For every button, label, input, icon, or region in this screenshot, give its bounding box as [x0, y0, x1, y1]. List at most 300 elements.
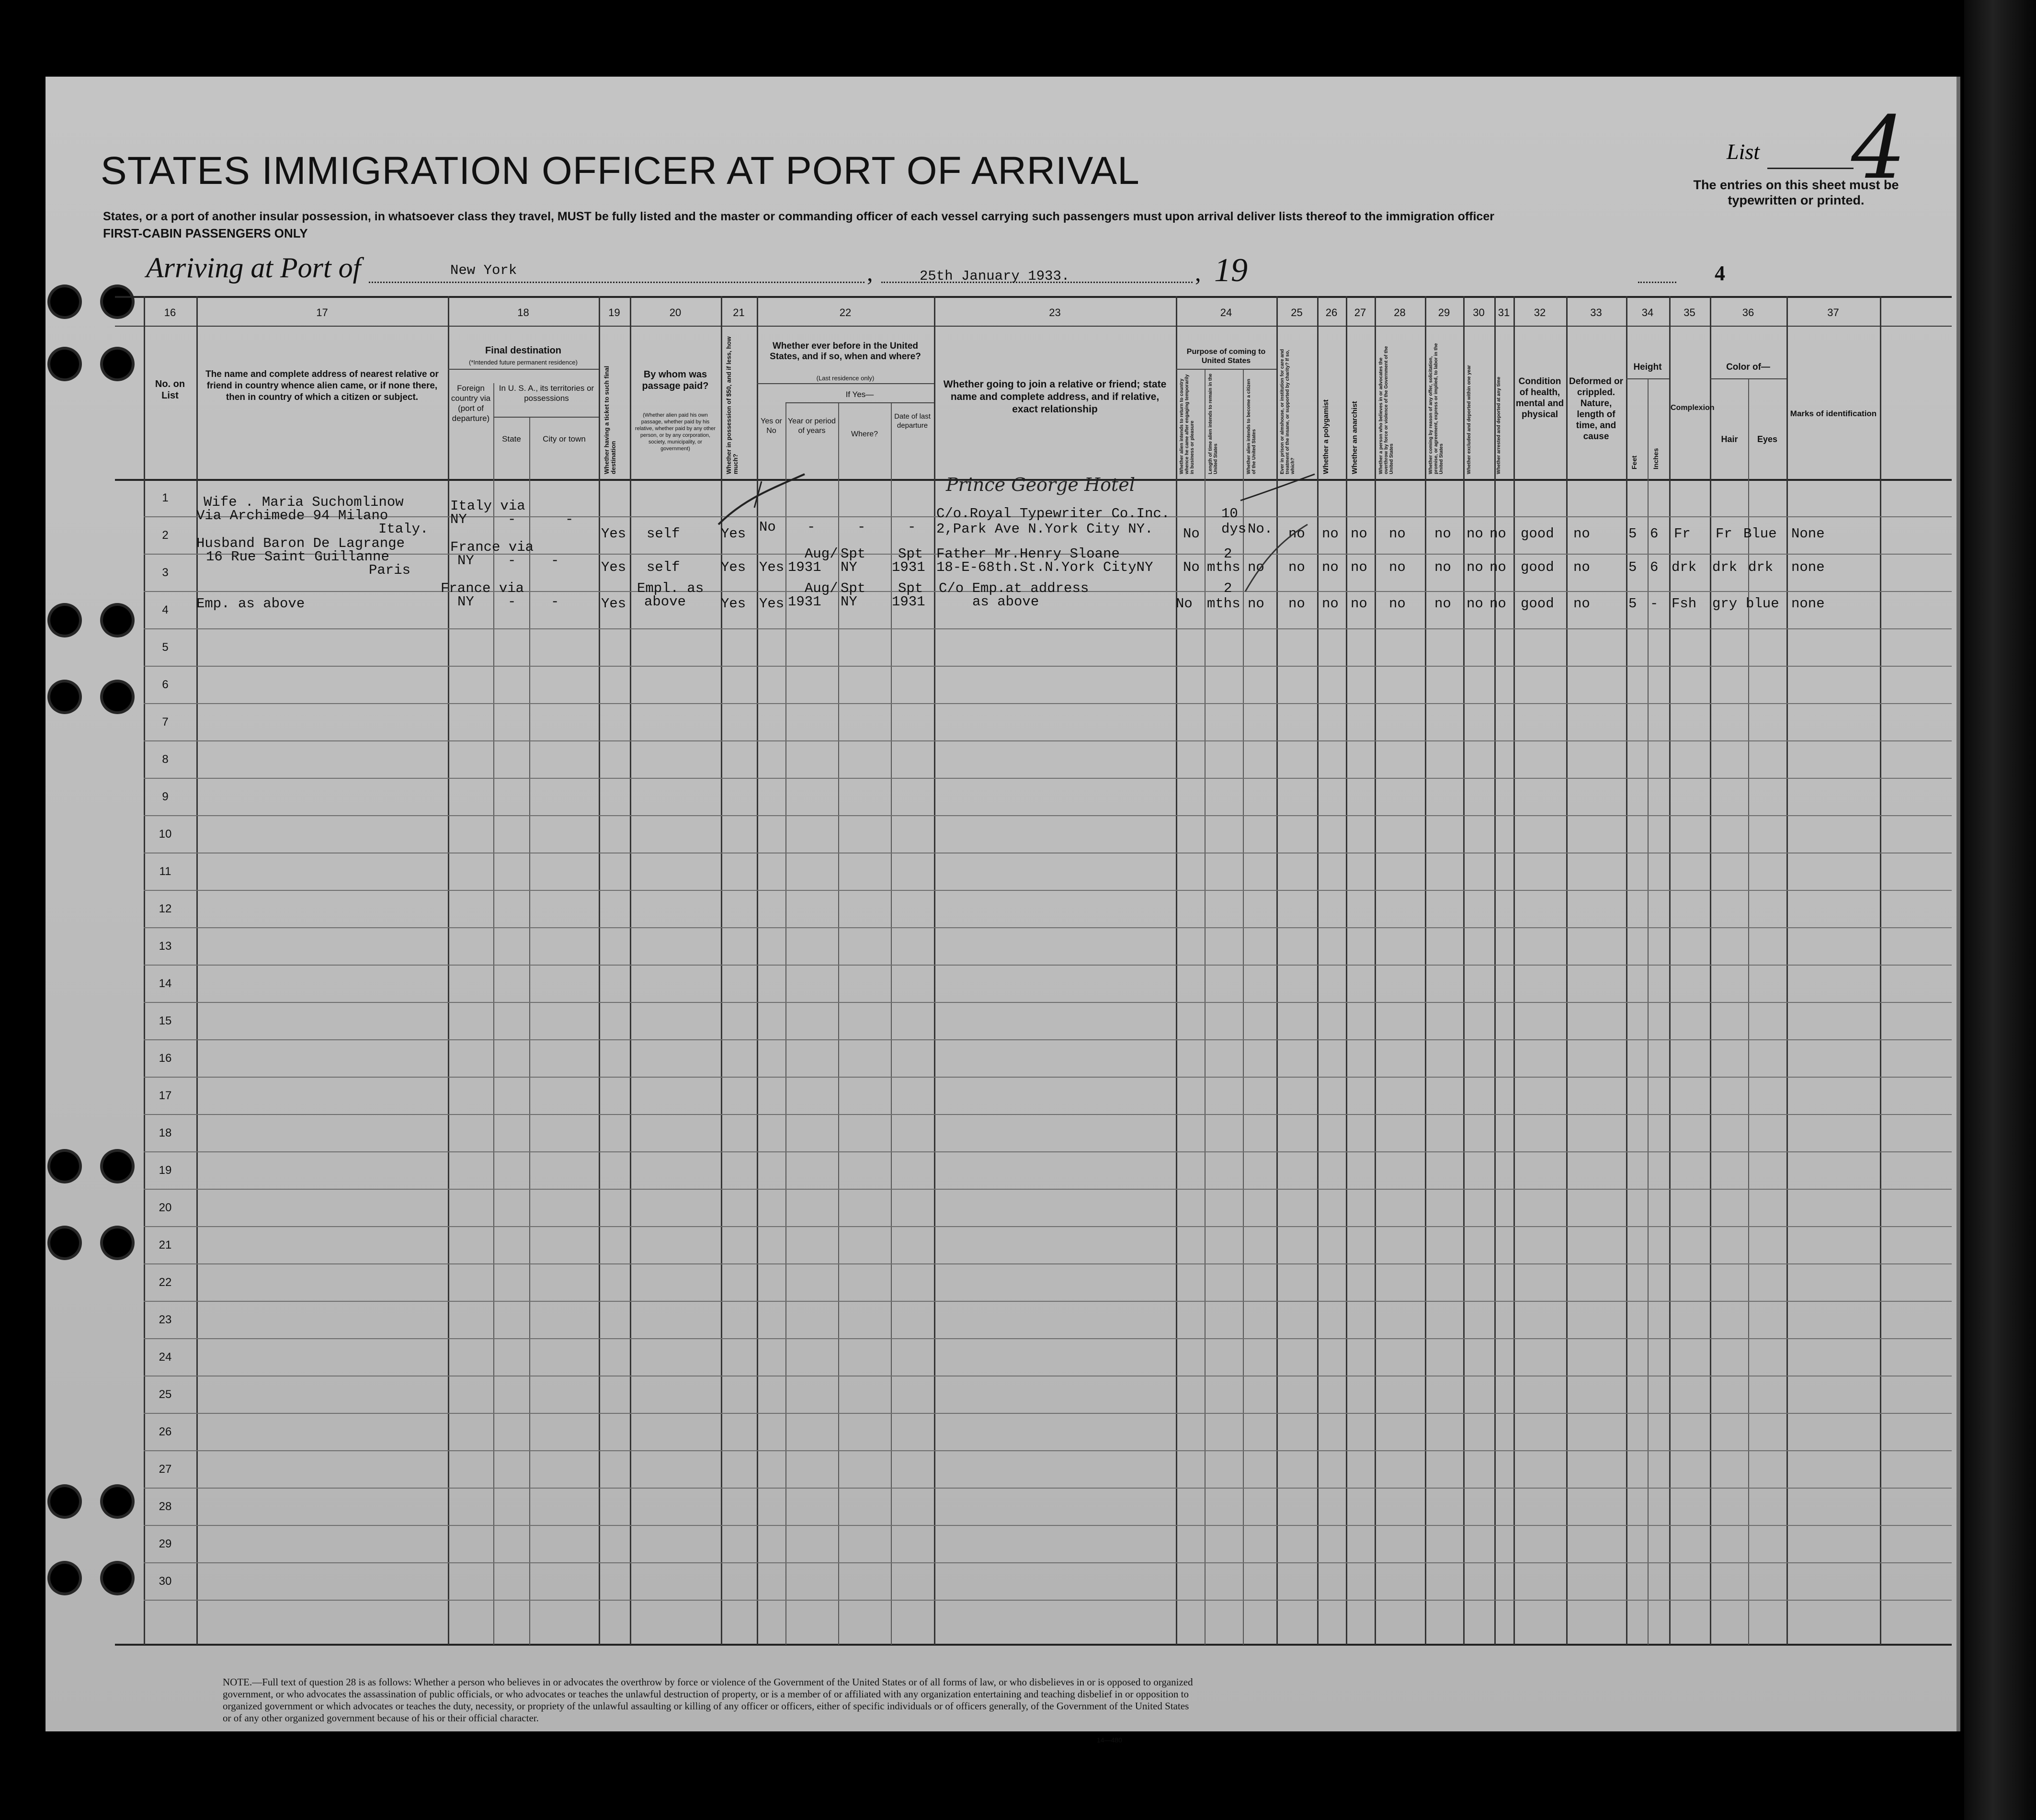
hdr-money: Whether in possession of $50, and if less, how much? — [725, 336, 739, 474]
row-line — [144, 1077, 1952, 1078]
hdr-passage-paid-sub: (Whether alien paid his own passage, whether paid by his relative, whether paid by any other person, or by any corporation, society, municipality, or government) — [635, 412, 716, 452]
sub-divider — [493, 417, 599, 418]
row-number: 9 — [162, 790, 169, 803]
list-note: The entries on this sheet must be typewritten or printed. — [1693, 178, 1899, 207]
instruction-line: States, or a port of another insular possession, in whatsoever class they travel, MUST be fully listed and the master or commanding officer of each vessel carrying such passengers must upon arrival deliver lists thereof to the immigration officer — [103, 210, 1494, 223]
col-number: 22 — [839, 307, 852, 318]
hdr-height: Height — [1633, 362, 1662, 372]
col-number: 30 — [1473, 307, 1485, 318]
e2-q28: no — [1389, 559, 1406, 575]
col-line — [1205, 369, 1206, 1645]
punch-hole — [50, 350, 79, 378]
e1-marks: None — [1791, 526, 1825, 542]
e1-money: Yes — [721, 526, 746, 542]
row-line — [144, 1488, 1952, 1489]
e2-join: Father Mr.Henry Sloane — [936, 546, 1120, 562]
col-number: 32 — [1534, 307, 1546, 318]
e1-deformed: no — [1573, 526, 1590, 542]
row-number: 8 — [162, 753, 169, 766]
row-number: 16 — [159, 1052, 172, 1065]
e2-purpose-length: 2 — [1224, 546, 1232, 562]
e1-departure: - — [908, 519, 916, 535]
e2-relative: Paris — [369, 562, 411, 578]
row-line — [144, 890, 1952, 891]
e3-hair: gry — [1712, 596, 1738, 612]
row-line — [144, 965, 1952, 966]
page-number: 4 — [1715, 262, 1725, 285]
e1-dest: NY — [450, 512, 467, 527]
hdr-feet: Feet — [1630, 455, 1638, 469]
row-line — [144, 815, 1952, 816]
e1-ticket: Yes — [601, 526, 626, 542]
row-number: 2 — [162, 529, 169, 542]
e2-hair: drk — [1712, 559, 1738, 575]
row-number: 1 — [162, 491, 169, 504]
col-line — [1786, 296, 1788, 1645]
col-line — [144, 296, 145, 1645]
col-number: 25 — [1291, 307, 1303, 318]
hdr-q30: Whether excluded and deported within one year — [1467, 365, 1472, 474]
row-number: 18 — [159, 1126, 172, 1139]
date-value: 25th January 1933. — [920, 268, 1070, 284]
e3-q26: no — [1322, 596, 1339, 612]
punch-hole — [50, 287, 79, 316]
col-number: 31 — [1498, 307, 1510, 318]
e1-purpose-length: 10 — [1221, 506, 1238, 522]
hdr-yes-no: Yes or No — [761, 417, 782, 435]
row-number: 3 — [162, 566, 169, 579]
col-number: 18 — [517, 307, 529, 318]
e3-marks: none — [1791, 596, 1825, 612]
col-line — [493, 383, 494, 1645]
e2-q30: no — [1467, 559, 1483, 575]
col-line — [891, 402, 892, 1645]
hdr-state: State — [502, 434, 521, 444]
row-number: 21 — [159, 1239, 172, 1251]
punch-hole — [103, 1564, 132, 1592]
e1-q28: no — [1389, 526, 1406, 542]
e3-city: - — [551, 594, 559, 610]
punch-hole — [50, 1564, 79, 1592]
row-line — [144, 628, 1952, 629]
e3-dest: France via — [441, 580, 524, 596]
check-mark — [1236, 472, 1322, 596]
hdr-deformed: Deformed or crippled. Nature, length of time, and cause — [1569, 376, 1623, 442]
hdr-q29: Whether coming by reason of any offer, solicitation, promise, or agreement, express or implied, to labor in the United States — [1428, 343, 1444, 474]
row-line — [144, 1151, 1952, 1152]
e1-q31: no — [1490, 526, 1506, 542]
e3-ticket: Yes — [601, 596, 626, 612]
col-line — [1176, 296, 1177, 1645]
punch-hole — [103, 606, 132, 635]
col-line — [630, 296, 631, 1645]
e1-join: 2,Park Ave N.York City NY. — [936, 521, 1153, 537]
hdr-ever-before: Whether ever before in the United States, and if so, when and where? — [770, 341, 921, 362]
col-line — [1346, 296, 1347, 1645]
e1-purpose-length: dys — [1221, 521, 1247, 537]
hdr-polygamist: Whether a polygamist — [1322, 399, 1330, 474]
e2-q31: no — [1490, 559, 1506, 575]
hdr-period: Year or period of years — [788, 417, 836, 435]
col-line — [1375, 296, 1376, 1645]
hdr-anarchist: Whether an anarchist — [1351, 401, 1359, 474]
row-number: 24 — [159, 1351, 172, 1364]
punch-hole — [50, 1228, 79, 1257]
row-number: 4 — [162, 603, 169, 616]
row-line — [144, 1450, 1952, 1451]
col-line — [1710, 296, 1711, 1645]
e1-complexion: Fr — [1674, 526, 1691, 542]
col-line — [1463, 296, 1465, 1645]
e1-hair: Fr — [1716, 526, 1732, 542]
col-number: 19 — [608, 307, 620, 318]
row-line — [144, 740, 1952, 741]
e1-purpose-return: No — [1183, 526, 1200, 542]
row-line — [144, 1338, 1952, 1339]
hdr-purpose-length: Length of time alien intends to remain in the United States — [1208, 373, 1218, 474]
e2-departure: 1931 — [892, 559, 925, 575]
row-line — [144, 1525, 1952, 1526]
row-line — [144, 1114, 1952, 1115]
e3-q27: no — [1351, 596, 1367, 612]
col-number: 23 — [1049, 307, 1061, 318]
col-line — [1494, 296, 1496, 1645]
row-line — [144, 1301, 1952, 1302]
e1-relative: Wife . Maria Suchomlinow — [204, 494, 404, 510]
hdr-marks: Marks of identification — [1790, 409, 1877, 418]
port-line — [369, 282, 864, 283]
row-line — [144, 778, 1952, 779]
e1-inches: 6 — [1650, 526, 1659, 542]
punch-hole — [103, 287, 132, 316]
hdr-final-destination-sub: (*Intended future permanent residence) — [469, 359, 578, 366]
col-number: 26 — [1325, 307, 1338, 318]
class-line: FIRST-CABIN PASSENGERS ONLY — [103, 226, 308, 240]
row-number: 26 — [159, 1425, 172, 1438]
e3-complexion: Fsh — [1672, 596, 1697, 612]
e2-q25: no — [1288, 559, 1305, 575]
row-number: 6 — [162, 678, 169, 691]
col-number: 33 — [1590, 307, 1602, 318]
e1-q27: no — [1351, 526, 1367, 542]
e3-departure: 1931 — [892, 594, 925, 610]
row-line — [144, 1600, 1952, 1601]
col-line — [529, 417, 530, 1645]
row-number: 12 — [159, 902, 172, 915]
col-number: 20 — [669, 307, 682, 318]
e3-join: as above — [972, 594, 1039, 610]
e2-money: Yes — [721, 559, 746, 575]
e3-paid: above — [644, 594, 686, 610]
row-number: 23 — [159, 1313, 172, 1326]
e2-where: NY — [841, 559, 857, 575]
row-number: 14 — [159, 977, 172, 990]
row-number: 10 — [159, 828, 172, 841]
e1-where: - — [857, 519, 866, 535]
row-number: 17 — [159, 1089, 172, 1102]
list-label: List — [1727, 139, 1760, 164]
e3-q29: no — [1434, 596, 1451, 612]
col-number: 35 — [1683, 307, 1695, 318]
sub-divider — [1176, 369, 1276, 370]
row-line — [144, 927, 1952, 928]
e3-q31: no — [1490, 596, 1506, 612]
hdr-eyes: Eyes — [1757, 434, 1778, 444]
e2-ticket: Yes — [601, 559, 626, 575]
hdr-complexion: Complexion — [1671, 404, 1715, 412]
col-line — [1626, 296, 1627, 1645]
e2-q29: no — [1434, 559, 1451, 575]
e2-health: good — [1521, 559, 1554, 575]
row-line — [144, 1413, 1952, 1414]
col-line — [1425, 296, 1426, 1645]
row-number: 5 — [162, 641, 169, 654]
e2-paid: self — [647, 559, 680, 575]
e2-join: 18-E-68th.St.N.York CityNY — [936, 559, 1153, 575]
e1-dest: Italy via — [450, 498, 525, 514]
punch-hole — [103, 682, 132, 711]
col-number: 28 — [1394, 307, 1406, 318]
hdr-purpose-citizen: Whether alien intends to become a citizen of the United States — [1246, 379, 1257, 474]
e3-feet: 5 — [1628, 596, 1637, 612]
row-line — [144, 1263, 1952, 1264]
table-bottom-border — [115, 1644, 1952, 1646]
col-number: 34 — [1641, 307, 1654, 318]
col-line — [599, 296, 600, 1645]
e1-eyes: Blue — [1743, 526, 1777, 542]
row-number: 13 — [159, 940, 172, 953]
row-line — [144, 1189, 1952, 1190]
e1-state: - — [508, 512, 516, 527]
hdr-purpose: Purpose of coming to United States — [1186, 348, 1266, 365]
e3-deformed: no — [1573, 596, 1590, 612]
hdr-ticket: Whether having a ticket to such final destination — [603, 365, 617, 474]
e3-purpose-return: No — [1176, 596, 1193, 612]
e2-departure: Spt — [898, 546, 923, 562]
e3-paid: Empl. as — [637, 580, 704, 596]
sub-divider — [1626, 378, 1669, 379]
e2-purpose-return: No — [1183, 559, 1200, 575]
row-number: 25 — [159, 1388, 172, 1401]
comma: , — [1195, 259, 1201, 286]
e3-period: 1931 — [788, 594, 821, 610]
hdr-purpose-return: Whether alien intends to return to country whence he came after engaging temporarily in business or pleasure — [1179, 374, 1195, 474]
sub-divider — [448, 369, 599, 370]
e2-dest: NY — [457, 553, 474, 569]
hdr-where: Where? — [851, 430, 878, 438]
e1-q26: no — [1322, 526, 1339, 542]
check-mark — [709, 472, 824, 529]
e1-paid: self — [647, 526, 680, 542]
row-number: 28 — [159, 1500, 172, 1513]
col-line — [1513, 296, 1515, 1645]
e1-before: No — [759, 519, 776, 535]
arriving-label: Arriving at Port of — [146, 252, 361, 284]
e2-feet: 5 — [1628, 559, 1637, 575]
col-line — [448, 296, 449, 1645]
list-underline — [1767, 168, 1854, 169]
hdr-health: Condition of health, mental and physical — [1515, 376, 1564, 420]
sub-divider — [1710, 378, 1786, 379]
manifest-sheet — [45, 77, 1960, 1731]
col-number: 16 — [164, 307, 176, 318]
row-number: 27 — [159, 1463, 172, 1476]
row-number: 30 — [159, 1575, 172, 1588]
e2-complexion: drk — [1672, 559, 1697, 575]
hdr-ever-before-sub: (Last residence only) — [816, 375, 875, 382]
e3-where: NY — [841, 594, 857, 610]
e3-purpose-length: mths — [1207, 596, 1240, 612]
punch-hole — [103, 1228, 132, 1257]
hdr-passage-paid: By whom was passage paid? — [642, 369, 709, 391]
hdr-no-on-list: No. on List — [155, 379, 185, 401]
e3-q28: no — [1389, 596, 1406, 612]
punch-hole — [50, 606, 79, 635]
sub-divider — [785, 402, 934, 403]
row-line — [144, 1002, 1952, 1003]
row-line — [144, 1226, 1952, 1227]
row-number: 11 — [159, 865, 171, 878]
page-title: STATES IMMIGRATION OFFICER AT PORT OF ARRIVAL — [101, 149, 1140, 193]
hdr-join-relative: Whether going to join a relative or friend; state name and complete address, and if relative, exact relationship — [943, 379, 1167, 415]
year-prefix: 19 — [1214, 252, 1248, 289]
e3-join: C/o Emp.at address — [939, 580, 1089, 596]
row-number: 20 — [159, 1201, 172, 1214]
e1-period: - — [807, 519, 816, 535]
col-line — [196, 296, 198, 1645]
col-line — [934, 296, 935, 1645]
row-line — [144, 1562, 1952, 1563]
col-line — [838, 402, 839, 1645]
e3-period: Aug/ — [805, 580, 838, 596]
e2-period: 1931 — [788, 559, 821, 575]
punch-hole — [103, 1487, 132, 1516]
hdr-final-destination: Final destination — [485, 345, 561, 356]
col-number: 29 — [1438, 307, 1450, 318]
e1-q30: no — [1467, 526, 1483, 542]
e1-q29: no — [1434, 526, 1451, 542]
table-top-border — [115, 296, 1952, 298]
row-number: 19 — [159, 1164, 172, 1177]
hdr-q28: Whether a person who believes in or advocates the overthrow by force or violence of the Government of the United States — [1378, 346, 1394, 474]
row-number: 29 — [159, 1537, 172, 1550]
e3-purpose-citizen: no — [1248, 596, 1264, 612]
col-line — [1566, 296, 1568, 1645]
e3-dest: NY — [457, 594, 474, 610]
row-number: 22 — [159, 1276, 172, 1289]
col-line — [1880, 296, 1881, 1645]
hdr-q31: Whether arrested and deported at any time — [1496, 376, 1501, 474]
e3-state: - — [508, 594, 516, 610]
e1-purpose-citizen: No. — [1248, 521, 1273, 537]
hdr-city: City or town — [543, 434, 586, 444]
hdr-inches: Inches — [1652, 448, 1660, 469]
e2-relative: Husband Baron De Lagrange — [196, 535, 405, 551]
e2-eyes: drk — [1748, 559, 1774, 575]
col-line — [1669, 296, 1671, 1645]
e3-relative: Emp. as above — [196, 596, 305, 612]
e3-health: good — [1521, 596, 1554, 612]
punch-hole — [103, 1152, 132, 1181]
e1-city: - — [565, 512, 574, 527]
port-value: New York — [450, 262, 517, 278]
e2-marks: none — [1791, 559, 1825, 575]
e2-q27: no — [1351, 559, 1367, 575]
col-line — [1648, 378, 1649, 1645]
punch-hole — [50, 682, 79, 711]
e2-deformed: no — [1573, 559, 1590, 575]
hdr-foreign-country: Foreign country via (port of departure) — [451, 384, 491, 423]
e1-health: good — [1521, 526, 1554, 542]
comma: , — [867, 259, 873, 286]
punch-hole — [50, 1487, 79, 1516]
row-line — [144, 666, 1952, 667]
e3-q30: no — [1467, 596, 1483, 612]
row-number: 7 — [162, 716, 169, 728]
e2-inches: 6 — [1650, 559, 1659, 575]
row-line — [144, 703, 1952, 704]
col-number: 24 — [1220, 307, 1232, 318]
e1-relative: Via Archimede 94 Milano — [196, 508, 388, 523]
form-number: 14—480 — [1097, 1736, 1122, 1744]
e2-state: - — [508, 553, 516, 569]
e2-purpose-citizen: no — [1248, 559, 1264, 575]
hdr-usa: In U. S. A., its territories or possessions — [499, 384, 594, 403]
e3-purpose-length: 2 — [1224, 580, 1232, 596]
e2-period: Aug/ — [805, 546, 838, 562]
e3-q25: no — [1288, 596, 1305, 612]
e2-dest: France via — [450, 539, 534, 555]
col-number: 21 — [733, 307, 745, 318]
col-number: 36 — [1742, 307, 1754, 318]
footnote: NOTE.—Full text of question 28 is as follows: Whether a person who believes in or advocates the overthrow by force or violence of the Government of the United States or of all forms of law, or who disbelieves in or is opposed to organized government, or who advocates the assassination of public officials, or who advocates or teaches the unlawful destruction of property, or is a member of or affiliated with any organization entertaining and teaching disbelief in or opposition to organized government or which advocates or teaches the duty, necessity, or propriety of the unlawful assaulting or killing of any officer or officers, either of specific individuals or of officers generally, of the Government of the United States or of any other organized government because of his or their official character. — [223, 1676, 1193, 1724]
e1-join: C/o.Royal Typewriter Co.Inc. — [936, 506, 1170, 522]
col-line — [785, 402, 786, 1645]
hdr-nearest-relative: The name and complete address of nearest relative or friend in country whence alien came, or if none there, then in country of which a citizen or subject. — [205, 369, 439, 402]
list-number: 4 — [1851, 98, 1906, 198]
e1-q25: no — [1288, 526, 1305, 542]
col-number: 27 — [1354, 307, 1366, 318]
hdr-color: Color of— — [1726, 362, 1770, 372]
e2-relative: 16 Rue Saint Guillanne — [206, 549, 389, 565]
e2-q26: no — [1322, 559, 1339, 575]
hdr-hair: Hair — [1721, 434, 1738, 444]
colnum-divider — [115, 326, 1952, 327]
e3-departure: Spt — [898, 580, 923, 596]
e2-before: Yes — [759, 559, 785, 575]
punch-hole — [50, 1152, 79, 1181]
page-line — [1638, 282, 1676, 283]
hdr-prison: Ever in prison or almshouse, or institution for care and treatment of the insane, or supported by charity? If so, which? — [1280, 349, 1296, 474]
e3-inches: - — [1650, 596, 1659, 612]
hdr-last-departure: Date of last departure — [894, 412, 931, 430]
e3-where: Spt — [841, 580, 866, 596]
e2-where: Spt — [841, 546, 866, 562]
e3-money: Yes — [721, 596, 746, 612]
punch-hole — [103, 350, 132, 378]
e1-join-handwritten: Prince George Hotel — [946, 474, 1135, 495]
e2-city: - — [551, 553, 559, 569]
col-number: 37 — [1827, 307, 1839, 318]
row-line — [144, 1039, 1952, 1040]
e3-eyes: blue — [1746, 596, 1779, 612]
e1-relative: Italy. — [378, 521, 429, 537]
e2-purpose-length: mths — [1207, 559, 1240, 575]
hdr-if-yes: If Yes— — [845, 390, 874, 399]
row-number: 15 — [159, 1014, 172, 1027]
e1-feet: 5 — [1628, 526, 1637, 542]
col-number: 17 — [316, 307, 328, 318]
